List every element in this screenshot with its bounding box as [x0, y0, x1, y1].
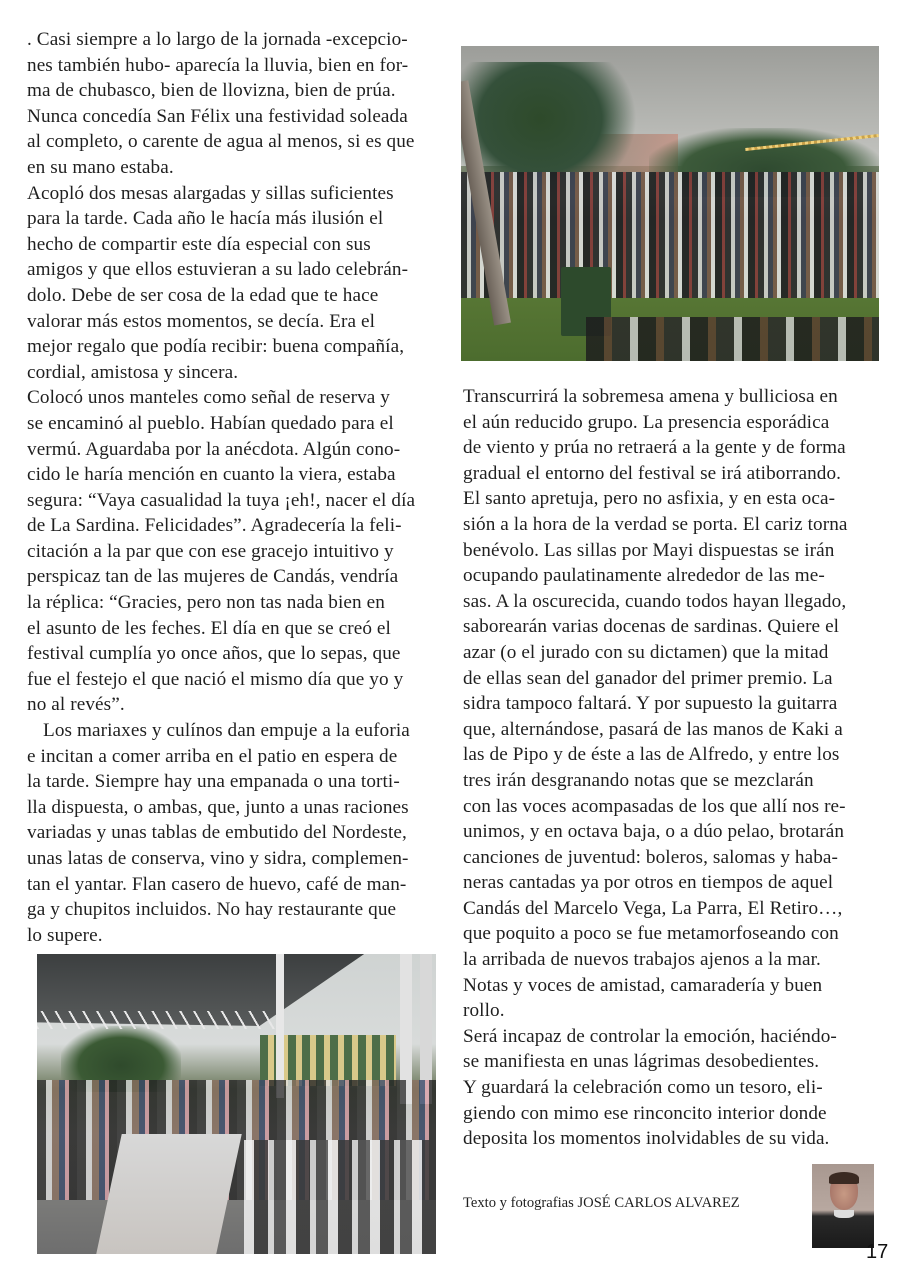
page-number: 17: [866, 1241, 889, 1263]
text-line: de ellas sean del ganador del primer premio. La: [463, 667, 833, 689]
paragraph: [27, 718, 447, 948]
text-line: Colocó unos manteles como señal de reserva y: [27, 387, 390, 409]
paragraph: [463, 1024, 888, 1075]
text-line: gradual el entorno del festival se irá atiborrando.: [463, 462, 842, 484]
text-line: el aún reducido grupo. La presencia esporádica: [463, 411, 830, 433]
roof-truss: [37, 1011, 276, 1029]
text-line: dolo. Debe de ser cosa de la edad que te hace: [27, 284, 379, 306]
crowd: [461, 172, 879, 304]
text-line: perspicaz tan de las mujeres de Candás, vendría: [27, 566, 399, 588]
text-line: mejor regalo que podía recibir: buena compañía,: [27, 336, 405, 358]
text-line: unimos, y en octava baja, o a dúo pelao, brotarán: [463, 821, 845, 843]
text-line: segura: “Vaya casualidad la tuya ¡eh!, nacer el día: [27, 489, 416, 511]
text-line: se encaminó al pueblo. Habían quedado para el: [27, 412, 394, 434]
crowd-at-park-festival-photo: [461, 46, 879, 361]
text-line: unas latas de conserva, vino y sidra, complemen-: [27, 848, 409, 869]
text-line: cido le haría mención en cuanto la viera, estaba: [27, 464, 396, 486]
text-line: festival cumplía yo once años, que lo sepas, que: [27, 643, 401, 665]
text-line: deposita los momentos inolvidables de su vida.: [463, 1128, 830, 1150]
text-line: Nunca concedía San Félix una festividad soleada: [27, 105, 408, 127]
text-line: no al revés”.: [27, 694, 125, 716]
text-line: El santo apretuja, pero no asfixia, y en esta oca-: [463, 488, 836, 510]
text-line: sas. A la oscurecida, cuando todos hayan llegado,: [463, 590, 847, 612]
text-line: . Casi siempre a lo largo de la jornada -excepcio-: [27, 29, 408, 50]
text-line: que, alternándose, pasará de las manos de Kaki a: [463, 718, 843, 740]
text-line: Los mariaxes y culínos dan empuje a la euforia: [43, 720, 410, 742]
photo-credit: Texto y fotografias JOSÉ CARLOS ALVAREZ: [463, 1195, 740, 1211]
text-line: para la tarde. Cada año le hacía más ilusión el: [27, 208, 384, 230]
text-line: Transcurrirá la sobremesa amena y bulliciosa en: [463, 386, 838, 407]
author-portrait-photo: [812, 1164, 874, 1248]
text-line: en su mano estaba.: [27, 156, 174, 178]
long-table: [96, 1134, 241, 1254]
text-line: lo supere.: [27, 924, 103, 946]
text-line: valorar más estos momentos, se decía. Era el: [27, 310, 376, 332]
text-line: sidra tampoco faltará. Y por supuesto la guitarra: [463, 693, 838, 715]
right-text-column: [463, 384, 888, 1152]
paragraph: [27, 385, 447, 718]
text-line: giendo con mimo ese rinconcito interior donde: [463, 1102, 827, 1124]
paragraph: [463, 384, 888, 1024]
seated-people: [586, 317, 879, 361]
paragraph: [27, 27, 447, 181]
text-line: ga y chupitos incluidos. No hay restaurante que: [27, 899, 397, 921]
left-text-column: [27, 27, 447, 948]
text-line: azar (o el jurado con su dictamen) que la mitad: [463, 641, 829, 663]
text-line: de viento y prúa no retraerá a la gente y de forma: [463, 437, 846, 459]
text-line: que poquito a poco se fue metamorfoseando con: [463, 923, 839, 945]
text-line: citación a la par que con ese gracejo intuitivo y: [27, 540, 394, 562]
text-line: ma de chubasco, bien de llovizna, bien de prúa.: [27, 80, 396, 102]
text-line: las de Pipo y de éste a las de Alfredo, y entre los: [463, 744, 840, 766]
tables-under-tent-photo: [37, 954, 436, 1254]
text-line: cordial, amistosa y sincera.: [27, 361, 239, 383]
text-line: benévolo. Las sillas por Mayi dispuestas se irán: [463, 539, 835, 561]
text-line: Será incapaz de controlar la emoción, haciéndo-: [463, 1025, 837, 1047]
text-line: Y guardará la celebración como un tesoro, eli-: [463, 1077, 823, 1099]
text-line: sión a la hora de la verdad se porta. El cariz torna: [463, 513, 848, 535]
paragraph: [463, 1075, 888, 1152]
author-collar: [834, 1210, 854, 1218]
text-line: se manifiesta en unas lágrimas desobedientes.: [463, 1051, 820, 1073]
plastic-chairs: [244, 1140, 436, 1254]
text-line: amigos y que ellos estuvieran a su lado celebrán-: [27, 259, 409, 281]
text-line: la arribada de nuevos trabajos ajenos a la mar.: [463, 949, 821, 971]
text-line: el asunto de les feches. El día en que se creó el: [27, 617, 391, 639]
text-line: nes también hubo- aparecía la lluvia, bien en for-: [27, 54, 409, 76]
text-line: lla dispuesta, o ambas, que, junto a unas raciones: [27, 796, 409, 818]
text-line: Notas y voces de amistad, camaradería y buen: [463, 974, 823, 996]
text-line: rollo.: [463, 1000, 505, 1022]
text-line: fue el festejo el que nació el mismo día que yo y: [27, 668, 404, 690]
text-line: al completo, o carente de agua al menos, si es que: [27, 131, 415, 153]
text-line: Acopló dos mesas alargadas y sillas suficientes: [27, 182, 394, 204]
text-line: e incitan a comer arriba en el patio en espera de: [27, 745, 398, 767]
text-line: de La Sardina. Felicidades”. Agradecería la feli-: [27, 515, 402, 537]
text-line: vermú. Aguardaba por la anécdota. Algún cono-: [27, 438, 401, 460]
text-line: hecho de compartir este día especial con sus: [27, 233, 371, 255]
text-line: tan el yantar. Flan casero de huevo, café de man-: [27, 873, 407, 895]
text-line: ocupando paulatinamente alrededor de las me-: [463, 565, 825, 587]
text-line: con las voces acompasadas de los que allí nos re-: [463, 795, 846, 817]
author-hair: [829, 1172, 859, 1184]
tent-pole: [276, 954, 284, 1098]
text-line: tres irán desgranando notas que se mezclarán: [463, 769, 814, 791]
text-line: canciones de juventud: boleros, salomas y haba-: [463, 846, 839, 868]
paragraph: [27, 181, 447, 386]
text-line: saborearán varias docenas de sardinas. Quiere el: [463, 616, 840, 638]
text-line: la tarde. Siempre hay una empanada o una torti-: [27, 771, 400, 793]
text-line: neras cantadas ya por otros en tiempos de aquel: [463, 872, 834, 894]
text-line: Candás del Marcelo Vega, La Parra, El Retiro…,: [463, 897, 843, 919]
text-line: la réplica: “Gracies, pero non tas nada bien en: [27, 592, 385, 614]
text-line: variadas y unas tablas de embutido del Nordeste,: [27, 822, 407, 844]
